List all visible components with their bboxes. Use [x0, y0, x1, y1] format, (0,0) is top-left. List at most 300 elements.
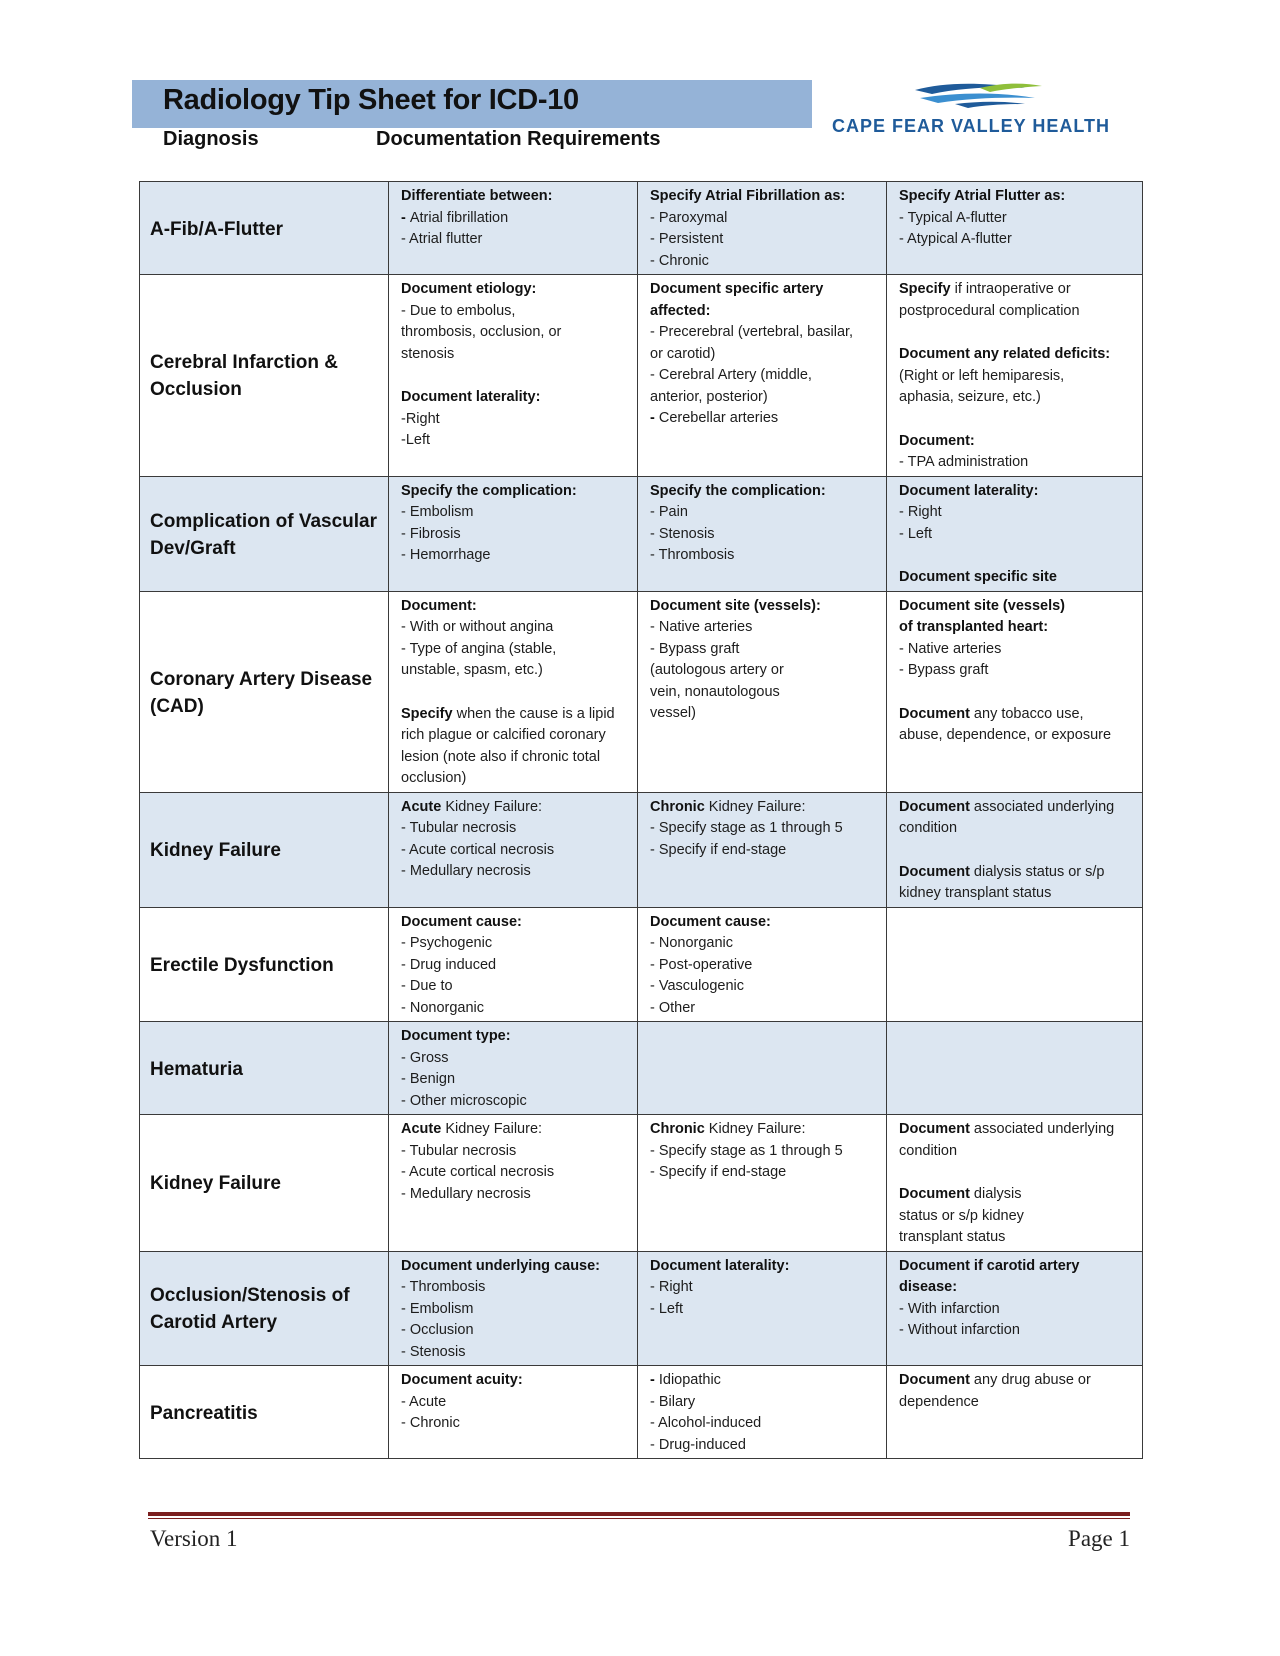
cell-text: - Other: [650, 999, 696, 1016]
cell-bold-text: Document etiology:: [401, 281, 537, 297]
cell-text: - Acute: [401, 1393, 447, 1410]
cell-line: [650, 1162, 878, 1184]
cell-line: [401, 639, 629, 661]
diagnosis-label: Cerebral Infarction & Occlusion: [150, 352, 338, 401]
cell-text: - Right: [899, 504, 942, 520]
cell-line: [401, 1141, 629, 1163]
cell-line: [899, 387, 1134, 409]
cell-text: - Tubular necrosis: [401, 1142, 517, 1159]
cell-bold-text: affected:: [650, 302, 711, 319]
cell-text: kidney transplant status: [899, 885, 1052, 901]
cell-line: [401, 1184, 629, 1206]
cell-text: - Vasculogenic: [650, 978, 745, 994]
requirement-cell: [389, 275, 638, 477]
cell-text: if intraoperative or: [950, 281, 1071, 297]
cell-text: - Gross: [401, 1049, 449, 1066]
cell-line: [650, 1256, 878, 1278]
cell-bold-text: -: [650, 1372, 659, 1388]
cell-line: [899, 502, 1134, 524]
requirement-cell: [389, 591, 638, 792]
table-row: [140, 792, 1143, 907]
cell-text: associated underlying: [969, 1121, 1115, 1137]
diagnosis-cell: [140, 476, 389, 591]
requirement-cell: [887, 1022, 1143, 1115]
cell-text: - Nonorganic: [650, 935, 734, 951]
cell-text: - Stenosis: [650, 525, 715, 542]
requirement-cell: [389, 182, 638, 275]
requirement-cell: [887, 591, 1143, 792]
cell-bold-text: Document any related deficits:: [899, 346, 1111, 362]
cell-line: [650, 524, 878, 546]
requirement-cell: [389, 1115, 638, 1252]
cell-line: [401, 1256, 629, 1278]
cell-line: [401, 1392, 629, 1414]
cell-text: - Stenosis: [401, 1343, 466, 1360]
cell-line: [650, 933, 878, 955]
cell-text: - Chronic: [401, 1415, 460, 1431]
cell-line: [401, 1069, 629, 1091]
cell-line: [401, 861, 629, 883]
cell-line: [401, 545, 629, 567]
cell-line: [899, 862, 1134, 884]
requirement-cell: [638, 907, 887, 1022]
requirement-cell: [389, 476, 638, 591]
cell-line: [650, 818, 878, 840]
cell-text: - With or without angina: [401, 619, 554, 635]
requirement-cell: [887, 182, 1143, 275]
requirement-cell: [638, 275, 887, 477]
logo-wave-light: [920, 94, 1035, 104]
cell-text: - Without infarction: [899, 1322, 1020, 1338]
cell-line: [401, 1320, 629, 1342]
cell-text: - Fibrosis: [401, 525, 461, 542]
diagnosis-cell: [140, 275, 389, 477]
cell-text: Kidney Failure:: [704, 798, 806, 815]
cell-text: - TPA administration: [899, 454, 1029, 470]
cell-text: - Embolism: [401, 1300, 474, 1317]
cell-line: [401, 747, 629, 769]
cell-line: [650, 322, 878, 344]
footer-version: Version 1: [150, 1526, 238, 1551]
cell-text: vessel): [650, 705, 696, 721]
cell-line: [899, 1184, 1134, 1206]
cell-text: unstable, spasm, etc.): [401, 662, 543, 678]
cell-bold-text: Document laterality:: [899, 482, 1039, 499]
cell-line: [899, 431, 1134, 453]
cell-text: - Benign: [401, 1071, 456, 1087]
cell-bold-text: Specify Atrial Flutter as:: [899, 188, 1066, 204]
cell-spacer: [899, 322, 1134, 344]
requirement-cell: [638, 1022, 887, 1115]
cell-line: [899, 524, 1134, 546]
cell-line: [650, 1413, 878, 1435]
cell-line: [401, 1277, 629, 1299]
diagnosis-label: Kidney Failure: [150, 1173, 281, 1195]
cell-text: - Medullary necrosis: [401, 1185, 531, 1202]
cell-bold-text: of transplanted heart:: [899, 619, 1049, 635]
cell-text: occlusion): [401, 770, 467, 786]
requirement-cell: [389, 792, 638, 907]
cell-line: [401, 976, 629, 998]
cell-line: [401, 229, 629, 251]
cell-line: [401, 1048, 629, 1070]
cell-text: - Due to: [401, 978, 453, 994]
cell-line: [899, 279, 1134, 301]
cell-line: [899, 797, 1134, 819]
cell-line: [899, 301, 1134, 323]
cell-spacer: [401, 682, 629, 704]
cell-text: - Atypical A-flutter: [899, 231, 1012, 247]
requirement-cell: [887, 1366, 1143, 1459]
diagnosis-label: A-Fib/A-Flutter: [150, 218, 283, 240]
cell-text: (Right or left hemiparesis,: [899, 367, 1065, 384]
cell-line: [650, 1435, 878, 1457]
cell-line: [401, 797, 629, 819]
cell-line: [899, 1277, 1134, 1299]
cell-line: [650, 545, 878, 567]
cell-text: - Drug-induced: [650, 1436, 746, 1453]
diagnosis-cell: [140, 1251, 389, 1366]
cell-line: [401, 322, 629, 344]
diagnosis-label: Occlusion/Stenosis of Carotid Artery: [150, 1285, 350, 1334]
cell-bold-text: Document acuity:: [401, 1372, 523, 1388]
cell-line: [899, 1256, 1134, 1278]
cell-line: [899, 660, 1134, 682]
cell-text: Kidney Failure:: [441, 798, 543, 815]
cell-text: or carotid): [650, 345, 716, 362]
cell-line: [401, 955, 629, 977]
cell-text: status or s/p kidney: [899, 1207, 1024, 1224]
cell-text: - Thrombosis: [401, 1279, 486, 1295]
requirement-cell: [638, 1115, 887, 1252]
cell-text: dialysis: [969, 1186, 1022, 1202]
cell-line: [899, 883, 1134, 905]
cell-line: [401, 1342, 629, 1364]
cell-bold-text: Document: [899, 705, 970, 722]
cell-line: [401, 208, 629, 230]
cell-text: - Other microscopic: [401, 1092, 527, 1109]
cell-bold-text: disease:: [899, 1279, 958, 1295]
cell-line: [401, 617, 629, 639]
cell-text: condition: [899, 1142, 958, 1159]
cell-text: (autologous artery or: [650, 662, 784, 678]
cell-line: [401, 1026, 629, 1048]
cell-line: [899, 344, 1134, 366]
cell-line: [899, 704, 1134, 726]
cell-spacer: [401, 365, 629, 387]
column-header-diagnosis: Diagnosis: [163, 128, 259, 150]
cell-text: - Precerebral (vertebral, basilar,: [650, 324, 854, 340]
requirement-cell: [389, 1366, 638, 1459]
diagnosis-label: Pancreatitis: [150, 1402, 258, 1424]
cell-line: [401, 387, 629, 409]
cell-text: - Thrombosis: [650, 547, 735, 563]
cell-line: [899, 1119, 1134, 1141]
cell-line: [401, 279, 629, 301]
cell-text: vein, nonautologous: [650, 683, 780, 700]
cell-line: [650, 976, 878, 998]
cell-text: any tobacco use,: [969, 705, 1084, 722]
cell-text: - Persistent: [650, 231, 724, 247]
table-row: [140, 1366, 1143, 1459]
requirement-cell: [638, 1251, 887, 1366]
cell-line: [650, 502, 878, 524]
cell-bold-text: Specify the complication:: [650, 482, 826, 499]
requirement-cell: [389, 1022, 638, 1115]
cell-line: [899, 481, 1134, 503]
cell-text: - Tubular necrosis: [401, 820, 517, 836]
cell-bold-text: Document:: [401, 597, 477, 614]
cell-text: when the cause is a lipid: [452, 705, 615, 722]
cell-line: [650, 998, 878, 1020]
cell-line: [401, 840, 629, 862]
cell-line: [650, 1370, 878, 1392]
cell-bold-text: Document laterality:: [650, 1257, 790, 1274]
cell-line: [650, 365, 878, 387]
cell-line: [401, 818, 629, 840]
cell-line: [650, 682, 878, 704]
cell-text: Atrial fibrillation: [409, 209, 509, 226]
cell-text: any drug abuse or: [969, 1372, 1091, 1388]
cell-text: - Occlusion: [401, 1322, 474, 1338]
requirement-cell: [638, 591, 887, 792]
cell-bold-text: Document site (vessels):: [650, 597, 821, 614]
cell-text: associated underlying: [969, 798, 1115, 815]
cell-line: [401, 998, 629, 1020]
cell-text: Cerebellar arteries: [658, 410, 779, 426]
cell-text: abuse, dependence, or exposure: [899, 727, 1112, 743]
cell-text: - Specify if end-stage: [650, 841, 787, 858]
cell-text: thrombosis, occlusion, or: [401, 324, 562, 340]
logo-wave-mid: [955, 102, 1025, 108]
cell-line: [899, 617, 1134, 639]
cell-line: [401, 502, 629, 524]
cell-text: - Pain: [650, 504, 688, 520]
cell-text: transplant status: [899, 1229, 1006, 1245]
cell-line: [401, 186, 629, 208]
cell-text: aphasia, seizure, etc.): [899, 389, 1041, 405]
cell-line: [650, 208, 878, 230]
cell-bold-text: Document if carotid artery: [899, 1257, 1080, 1274]
cell-text: condition: [899, 820, 958, 836]
diagnosis-cell: [140, 907, 389, 1022]
cell-text: - Acute cortical necrosis: [401, 841, 555, 858]
cell-line: [401, 596, 629, 618]
requirement-cell: [389, 1251, 638, 1366]
cell-text: - Native arteries: [899, 640, 1002, 657]
cell-text: anterior, posterior): [650, 388, 768, 405]
requirement-cell: [887, 792, 1143, 907]
cell-line: [650, 1392, 878, 1414]
cell-line: [650, 1277, 878, 1299]
cell-line: [899, 1141, 1134, 1163]
cell-line: [650, 387, 878, 409]
table-row: [140, 591, 1143, 792]
cell-line: [401, 524, 629, 546]
cell-bold-text: Document cause:: [401, 913, 522, 930]
footer-page-number: Page 1: [1068, 1526, 1130, 1551]
cell-text: - Bypass graft: [650, 640, 740, 657]
diagnosis-label: Erectile Dysfunction: [150, 954, 334, 976]
column-header-requirements: Documentation Requirements: [376, 128, 661, 150]
cell-text: - Alcohol-induced: [650, 1415, 762, 1431]
requirement-cell: [887, 275, 1143, 477]
cell-line: [650, 660, 878, 682]
cell-line: [650, 955, 878, 977]
cell-text: - Typical A-flutter: [899, 209, 1007, 226]
cell-bold-text: Document cause:: [650, 913, 771, 930]
cell-text: - Cerebral Artery (middle,: [650, 367, 812, 383]
cell-text: Idiopathic: [658, 1372, 721, 1388]
cell-line: [401, 768, 629, 790]
cell-text: - Bypass graft: [899, 662, 989, 678]
cell-line: [899, 452, 1134, 474]
cell-line: [401, 1162, 629, 1184]
requirement-cell: [638, 182, 887, 275]
cell-bold-text: Specify: [401, 705, 453, 722]
requirement-cell: [638, 476, 887, 591]
cell-bold-text: Document type:: [401, 1028, 511, 1044]
table-row: [140, 1022, 1143, 1115]
cell-line: [650, 703, 878, 725]
cell-line: [401, 933, 629, 955]
cell-bold-text: Document site (vessels): [899, 597, 1066, 614]
cell-line: [650, 797, 878, 819]
cell-line: [650, 229, 878, 251]
cell-line: [650, 596, 878, 618]
cell-spacer: [899, 1162, 1134, 1184]
cell-bold-text: Document specific artery: [650, 281, 824, 297]
cell-line: [650, 186, 878, 208]
cell-line: [650, 481, 878, 503]
cell-line: [401, 1091, 629, 1113]
cell-bold-text: Chronic: [650, 1121, 705, 1137]
diagnosis-cell: [140, 792, 389, 907]
cell-bold-text: -: [650, 410, 659, 426]
cell-text: - Right: [650, 1279, 693, 1295]
cell-text: - Drug induced: [401, 956, 497, 973]
diagnosis-label: Kidney Failure: [150, 840, 281, 861]
cell-line: [401, 912, 629, 934]
cell-line: [401, 409, 629, 431]
diagnosis-label: Hematuria: [150, 1058, 243, 1080]
cell-text: - Left: [899, 525, 933, 542]
cell-bold-text: Chronic: [650, 798, 705, 815]
cell-line: [899, 1320, 1134, 1342]
cell-line: [899, 186, 1134, 208]
cell-line: [899, 1299, 1134, 1321]
table-row: [140, 275, 1143, 477]
cell-text: - Due to embolus,: [401, 302, 516, 319]
cell-text: - Atrial flutter: [401, 231, 483, 247]
cell-text: - Native arteries: [650, 619, 753, 635]
table-row: [140, 1115, 1143, 1252]
cell-line: [401, 1413, 629, 1435]
diagnosis-cell: [140, 182, 389, 275]
diagnosis-label: Coronary Artery Disease (CAD): [150, 668, 373, 717]
footer-rule-thin: [148, 1518, 1130, 1519]
cell-line: [650, 1141, 878, 1163]
cell-line: [401, 301, 629, 323]
cell-bold-text: Document specific site: [899, 569, 1057, 585]
cell-bold-text: Document laterality:: [401, 389, 541, 405]
cell-line: [650, 1119, 878, 1141]
requirement-cell: [389, 907, 638, 1022]
cell-text: rich plague or calcified coronary: [401, 727, 606, 743]
table-row: [140, 1251, 1143, 1366]
cell-line: [899, 1206, 1134, 1228]
requirement-cell: [887, 907, 1143, 1022]
cell-line: [899, 567, 1134, 589]
cell-line: [899, 818, 1134, 840]
cell-line: [401, 344, 629, 366]
diagnosis-cell: [140, 1366, 389, 1459]
cell-spacer: [899, 545, 1134, 567]
cell-line: [899, 208, 1134, 230]
cell-text: - Specify stage as 1 through 5: [650, 1142, 843, 1159]
cell-line: [650, 912, 878, 934]
cell-text: - Left: [650, 1300, 684, 1317]
cell-line: [899, 596, 1134, 618]
cell-text: Kidney Failure:: [704, 1121, 806, 1137]
cell-text: - Nonorganic: [401, 999, 485, 1016]
page-title: Radiology Tip Sheet for ICD-10: [163, 84, 579, 116]
tip-sheet-table: [139, 181, 1143, 1459]
diagnosis-cell: [140, 1115, 389, 1252]
cell-text: lesion (note also if chronic total: [401, 748, 601, 765]
cell-text: - Type of angina (stable,: [401, 640, 557, 657]
cell-text: - With infarction: [899, 1300, 1000, 1317]
cell-line: [899, 366, 1134, 388]
cell-bold-text: Acute: [401, 798, 442, 815]
table-row: [140, 907, 1143, 1022]
cell-text: dependence: [899, 1393, 979, 1410]
cell-text: dialysis status or s/p: [969, 863, 1105, 880]
cell-line: [650, 639, 878, 661]
cell-line: [650, 279, 878, 301]
requirement-cell: [887, 1251, 1143, 1366]
cell-text: -Left: [401, 432, 431, 448]
cell-text: - Chronic: [650, 252, 709, 269]
cell-text: postprocedural complication: [899, 302, 1080, 319]
cell-bold-text: Document:: [899, 432, 975, 449]
diagnosis-label: Complication of Vascular Dev/Graft: [150, 510, 377, 559]
cell-line: [401, 1119, 629, 1141]
cell-text: - Paroxymal: [650, 209, 728, 226]
cell-text: - Bilary: [650, 1393, 696, 1410]
cell-bold-text: -: [401, 209, 410, 226]
cell-line: [650, 1299, 878, 1321]
table-row: [140, 476, 1143, 591]
cell-line: [650, 840, 878, 862]
cell-text: - Acute cortical necrosis: [401, 1164, 555, 1180]
cell-line: [401, 725, 629, 747]
logo-wordmark: CAPE FEAR VALLEY HEALTH: [832, 116, 1111, 136]
cell-text: - Hemorrhage: [401, 547, 491, 563]
cell-text: - Psychogenic: [401, 935, 493, 951]
cell-bold-text: Document: [899, 1186, 970, 1202]
cell-spacer: [899, 409, 1134, 431]
footer-rule: [148, 1512, 1130, 1516]
cell-line: [650, 617, 878, 639]
cell-line: [401, 1370, 629, 1392]
cell-bold-text: Document: [899, 1372, 970, 1388]
requirement-cell: [887, 1115, 1143, 1252]
cell-text: Kidney Failure:: [441, 1121, 543, 1137]
cell-bold-text: Specify Atrial Fibrillation as:: [650, 188, 846, 204]
diagnosis-cell: [140, 591, 389, 792]
cell-line: [899, 725, 1134, 747]
